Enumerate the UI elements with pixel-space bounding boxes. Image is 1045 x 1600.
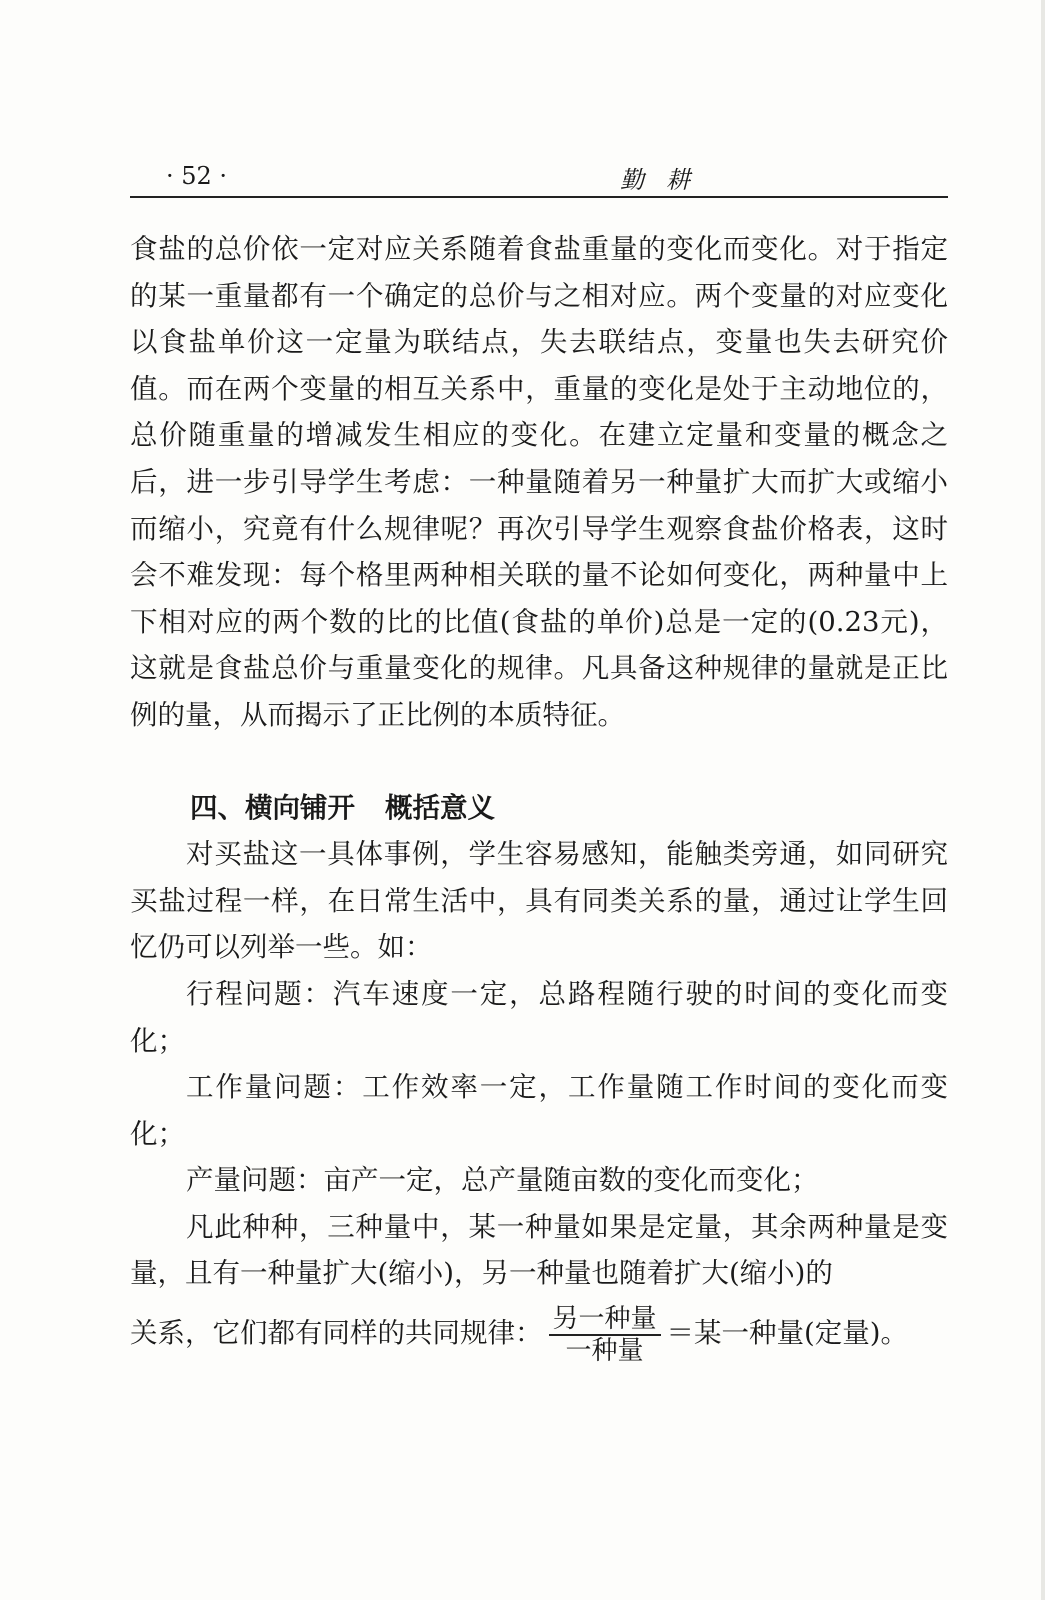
- section-heading: [130, 785, 948, 832]
- fraction-denominator: 一种量: [565, 1335, 644, 1366]
- section-heading-part2: 概括意义: [385, 791, 495, 824]
- section-heading-part1: 四、横向铺开: [190, 791, 355, 824]
- paragraph-2: 对买盐这一具体事例，学生容易感知，能触类旁通，如同研究买盐过程一样，在日常生活中，具有同类关系的量，通过让学生回忆仍可以列举一些。如：: [130, 838, 948, 964]
- formula-prefix: 关系，它们都有同样的共同规律：: [130, 1317, 543, 1350]
- running-title: 勤耕: [620, 166, 712, 194]
- formula-suffix: ＝某一种量(定量)。: [666, 1317, 908, 1350]
- fraction: [549, 1304, 661, 1366]
- paragraph-3: 行程问题：汽车速度一定，总路程随行驶的时间的变化而变化；: [130, 977, 948, 1057]
- paragraph-4: 工作量问题：工作效率一定，工作量随工作时间的变化而变化；: [130, 1071, 948, 1150]
- fraction-numerator: 另一种量: [549, 1304, 661, 1336]
- formula-line: [130, 1303, 948, 1366]
- paragraph-6: 凡此种种，三种量中，某一种量如果是定量，其余两种量是变量，且有一种量扩大(缩小)，另一种量也随着扩大(缩小)的: [130, 1210, 948, 1290]
- page-body: [130, 226, 948, 1366]
- page-header: [130, 160, 948, 198]
- paragraph-1: 食盐的总价依一定对应关系随着食盐重量的变化而变化。对于指定的某一重量都有一个确定的总价与之相对应。两个变量的对应变化以食盐单价这一定量为联结点，失去联结点，变量也失去研究价值。而在两个变量的相互关系中，重量的变化是处于主动地位的，总价随重量的增减发生相应的变化。在建立定量和变量的概念之后，进一步引导学生考虑：一种量随着另一种量扩大而扩大或缩小而缩小，究竟有什么规律呢？再次引导学生观察食盐价格表，这时会不难发现：每个格里两种相关联的量不论如何变化，两种量中上下相对应的两个数的比的比值(食盐的单价)总是一定的(0.23元)，这就是食盐总价与重量变化的规律。凡具备这种规律的量就是正比例的量，从而揭示了正比例的本质特征。: [130, 233, 948, 731]
- page-number: · 52 ·: [166, 162, 228, 190]
- scan-edge: [1041, 0, 1045, 1600]
- paragraph-5: 产量问题：亩产一定，总产量随亩数的变化而变化；: [186, 1164, 819, 1197]
